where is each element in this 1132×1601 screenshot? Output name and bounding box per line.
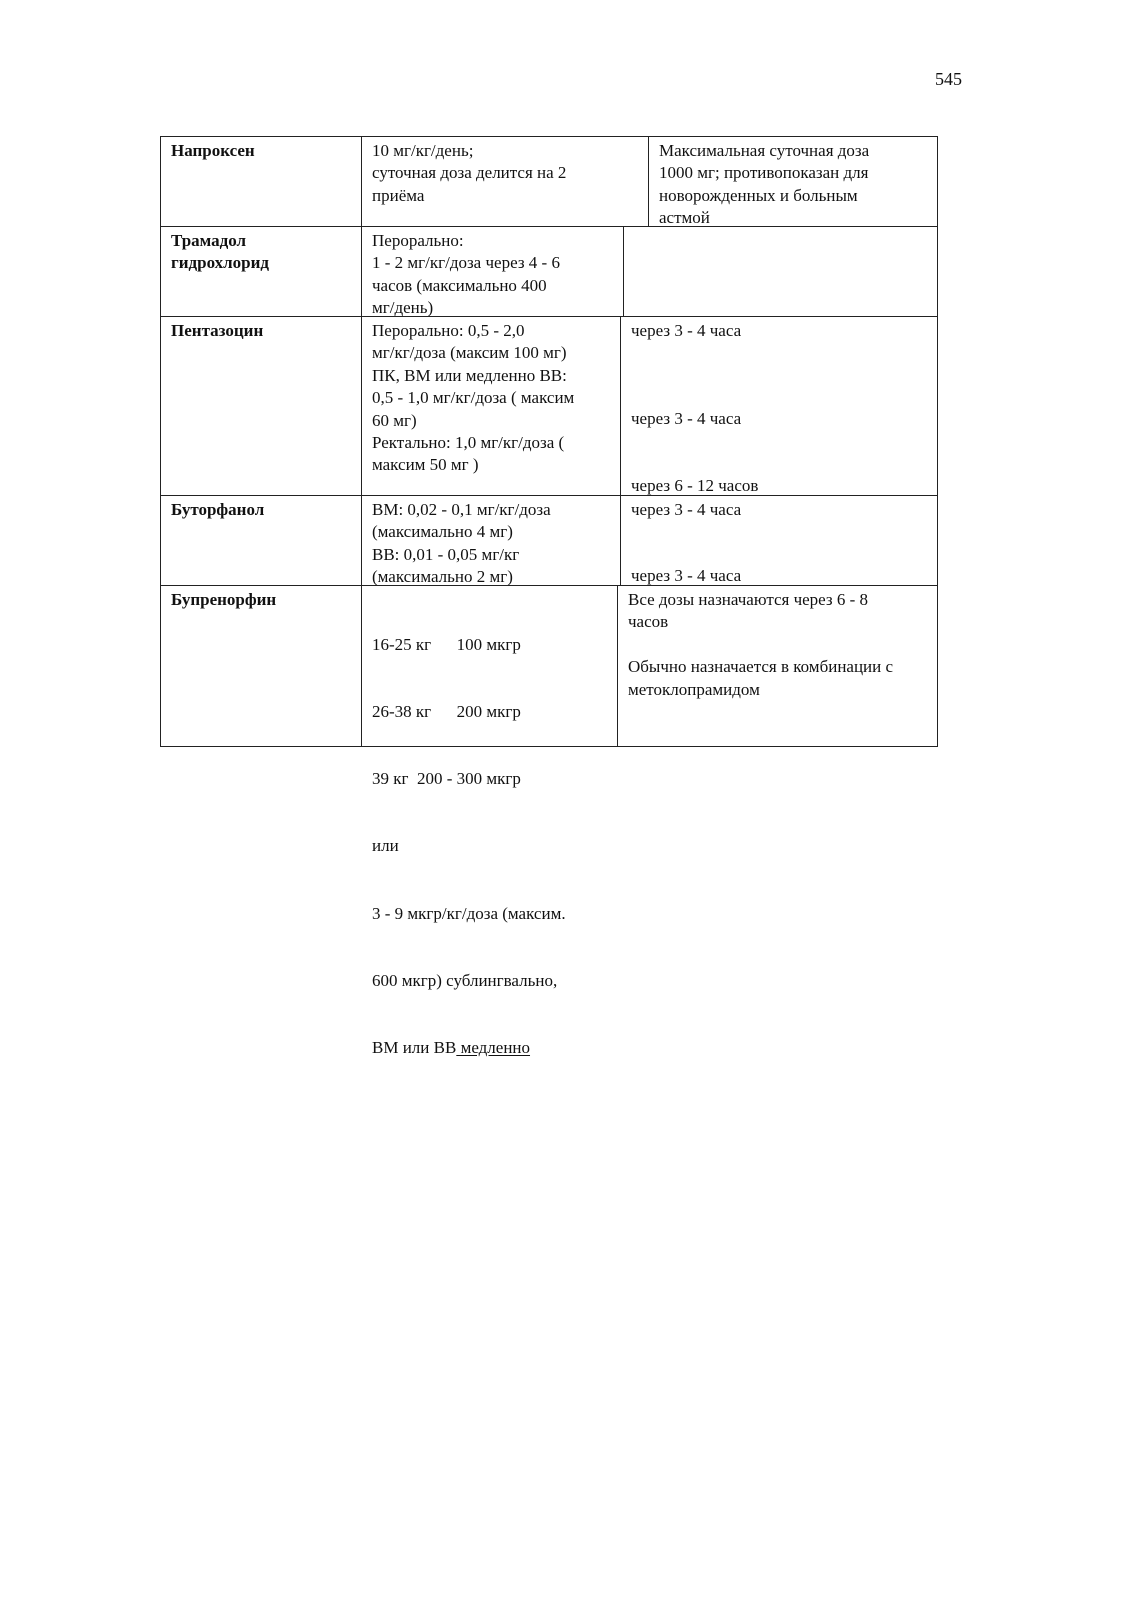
note-line: через 3 - 4 часа (631, 500, 742, 519)
note-line: через 3 - 4 часа (631, 566, 742, 586)
drug-name-cell (161, 586, 361, 746)
dose-line: Ректально: 1,0 мг/кг/доза ( (372, 432, 565, 452)
note-line: через 3 - 4 часа (631, 321, 742, 340)
table-row-tramadol (160, 226, 938, 316)
dose-line: 26-38 кг 200 мкгр (372, 702, 521, 722)
note-cell (620, 317, 937, 495)
dose-cell (361, 586, 616, 1058)
table-row-pentazocine (160, 316, 938, 495)
dose-route: ВМ или ВВ (372, 1038, 457, 1058)
drug-name-cell (161, 496, 361, 585)
table-row-naproxen (160, 136, 938, 226)
drug-name: Пентазоцин (171, 321, 264, 340)
dose-line: 3 - 9 мкгр/кг/доза (максим. (372, 903, 566, 923)
drug-name: гидрохлорид (171, 253, 270, 273)
dose-line: 16-25 кг 100 мкгр (372, 634, 521, 654)
dose-cell (361, 496, 619, 585)
drug-name: Трамадол (171, 231, 247, 250)
dose-line: Перорально: 0,5 - 2,0 (372, 321, 525, 340)
dose-line: 60 мг) (372, 410, 417, 430)
drug-name: Напроксен (171, 141, 255, 160)
note-line: метоклопрамидом (628, 679, 760, 699)
note-cell (623, 227, 937, 316)
dose-line: часов (максимально 400 (372, 275, 547, 295)
note-line: часов (628, 612, 669, 632)
dose-cell (361, 317, 619, 495)
dose-line: или (372, 836, 399, 856)
dose-line: 10 мг/кг/день; (372, 141, 474, 160)
note-cell (617, 586, 937, 746)
dose-cell (361, 227, 622, 316)
note-line: астмой (659, 208, 710, 228)
drug-name: Буторфанол (171, 500, 265, 519)
note-line: через 6 - 12 часов (631, 475, 759, 495)
dose-line: приёма (372, 185, 425, 205)
note-line: новорожденных и больным (659, 185, 858, 205)
dose-cell (361, 137, 647, 226)
dose-route-underlined: медленно (456, 1038, 531, 1058)
dose-line: (максимально 4 мг) (372, 522, 513, 542)
page-number: 545 (935, 69, 962, 89)
note-line: Максимальная суточная доза (659, 141, 870, 160)
drug-name-cell (161, 317, 361, 495)
drug-name-cell (161, 227, 361, 316)
note-line: Обычно назначается в комбинации с (628, 657, 894, 677)
dose-line: ПК, ВМ или медленно ВВ: (372, 365, 567, 385)
dose-line: Перорально: (372, 231, 464, 250)
note-cell (648, 137, 937, 226)
note-cell (620, 496, 937, 585)
dose-line: 0,5 - 1,0 мг/кг/доза ( максим (372, 388, 575, 408)
dose-line: 39 кг 200 - 300 мкгр (372, 769, 521, 789)
note-line: Все дозы назначаются через 6 - 8 (628, 590, 869, 609)
dose-line: ВМ: 0,02 - 0,1 мг/кг/доза (372, 500, 551, 519)
dose-line: ВВ: 0,01 - 0,05 мг/кг (372, 544, 520, 564)
table-row-butorphanol (160, 495, 938, 585)
table-row-buprenorphine (160, 585, 938, 1058)
dose-line: 600 мкгр) сублингвально, (372, 970, 558, 990)
dose-line: 1 - 2 мг/кг/доза через 4 - 6 (372, 253, 560, 273)
dose-line (372, 1037, 616, 1059)
dose-line: (максимально 2 мг) (372, 567, 513, 587)
note-line: через 3 - 4 часа (631, 409, 742, 429)
drug-name: Бупренорфин (171, 590, 277, 609)
dose-line: мг/кг/доза (максим 100 мг) (372, 343, 567, 363)
note-line: 1000 мг; противопоказан для (659, 163, 869, 183)
dose-line: суточная доза делится на 2 (372, 163, 567, 183)
dose-line: мг/день) (372, 298, 434, 318)
drug-name-cell (161, 137, 361, 226)
dose-line: максим 50 мг ) (372, 455, 479, 475)
